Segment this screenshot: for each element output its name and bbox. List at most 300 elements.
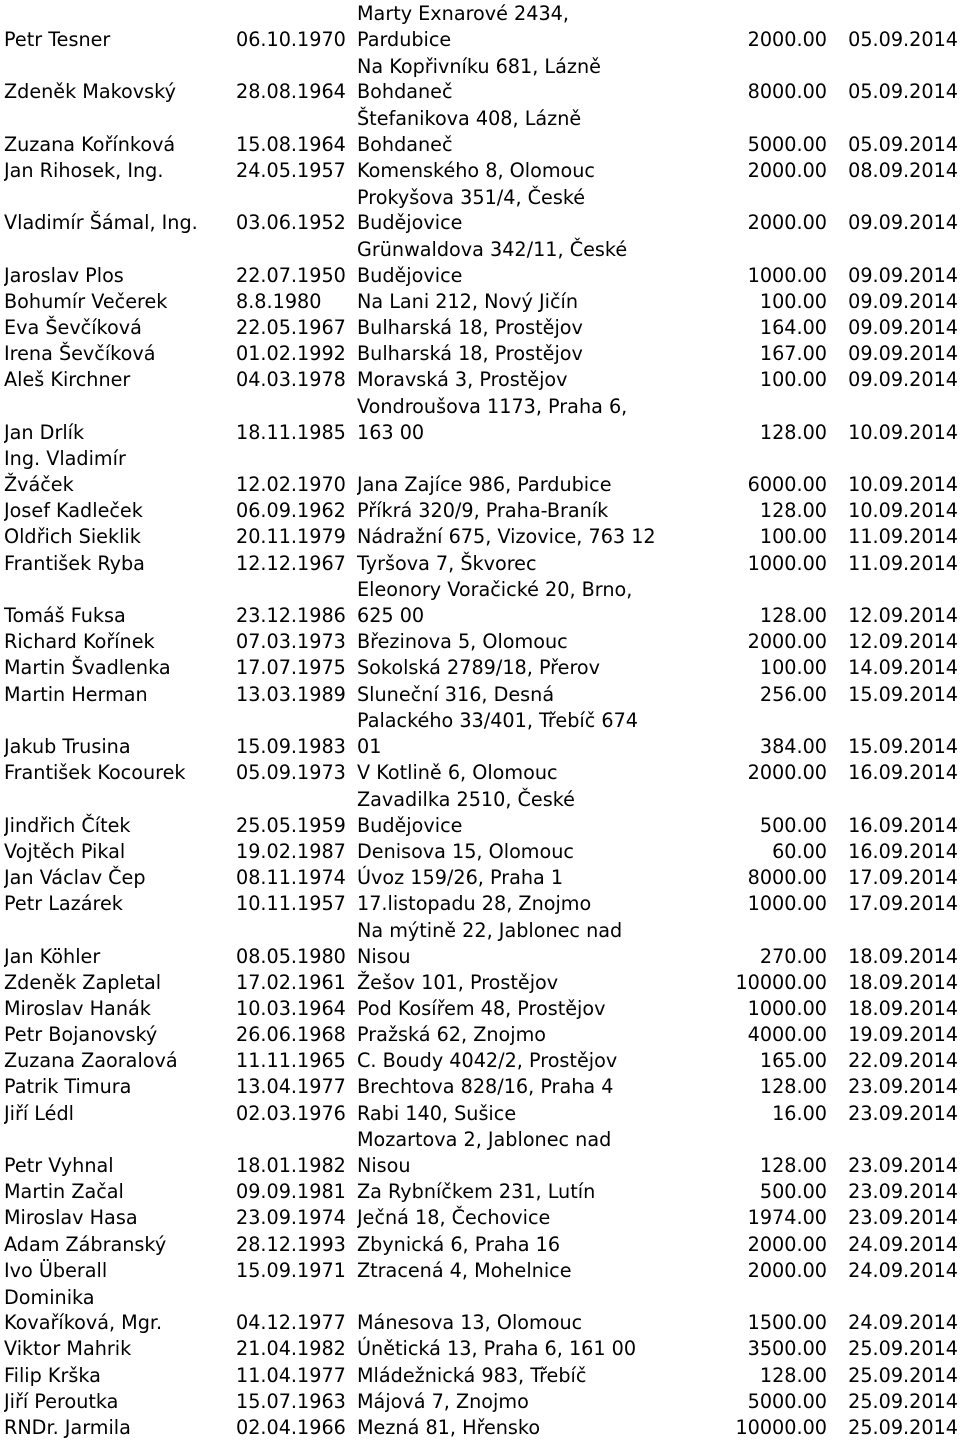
address xyxy=(357,1257,695,1283)
table-row xyxy=(4,1231,958,1257)
address xyxy=(357,681,695,707)
person-name-line: Jan Rihosek, Ing. xyxy=(4,158,164,182)
payment-date: 09.09.2014 xyxy=(848,315,958,339)
payment-date: 22.09.2014 xyxy=(848,1049,958,1073)
amount: 128.00 xyxy=(759,1154,827,1178)
amount: 1500.00 xyxy=(747,1311,827,1335)
payment-date: 17.09.2014 xyxy=(848,892,958,916)
amount: 128.00 xyxy=(759,420,827,444)
address-line: Komenského 8, Olomouc xyxy=(357,158,595,182)
person-name xyxy=(4,629,236,655)
person-name xyxy=(4,314,236,340)
birth-date: 03.06.1952 xyxy=(236,211,346,235)
person-name-line: Miroslav Hanák xyxy=(4,996,151,1020)
person-name xyxy=(4,1283,236,1335)
table-row xyxy=(4,707,958,759)
birth-date: 22.07.1950 xyxy=(236,263,346,287)
address xyxy=(357,969,695,995)
birth-date: 02.03.1976 xyxy=(236,1101,346,1125)
person-name-line: Richard Kořínek xyxy=(4,630,155,654)
person-name xyxy=(4,236,236,288)
address-line: Mozartova 2, Jablonec nad xyxy=(357,1128,612,1152)
person-name xyxy=(4,707,236,759)
person-name xyxy=(4,1179,236,1205)
amount: 500.00 xyxy=(759,1180,827,1204)
amount: 2000.00 xyxy=(747,1232,827,1256)
address xyxy=(357,1074,695,1100)
person-name-line: Kovaříková, Mgr. xyxy=(4,1311,163,1335)
birth-date: 19.02.1987 xyxy=(236,839,346,863)
person-name xyxy=(4,341,236,367)
payment-date: 24.09.2014 xyxy=(848,1232,958,1256)
address-line: 01 xyxy=(357,734,382,758)
address xyxy=(357,1362,695,1388)
person-name xyxy=(4,1257,236,1283)
person-name-line: Petr Lazárek xyxy=(4,892,123,916)
birth-date: 22.05.1967 xyxy=(236,315,346,339)
address-line: Bohdaneč xyxy=(357,80,453,104)
address xyxy=(357,864,695,890)
table-row xyxy=(4,838,958,864)
amount: 2000.00 xyxy=(747,158,827,182)
person-name-line: Aleš Kirchner xyxy=(4,368,131,392)
amount: 2000.00 xyxy=(747,27,827,51)
table-row xyxy=(4,550,958,576)
address xyxy=(357,1126,695,1178)
amount: 128.00 xyxy=(759,1075,827,1099)
amount: 2000.00 xyxy=(747,211,827,235)
person-name xyxy=(4,655,236,681)
person-name-line: Jindřich Čítek xyxy=(4,813,131,837)
person-name-line: Eva Ševčíková xyxy=(4,315,142,339)
amount: 100.00 xyxy=(759,289,827,313)
amount: 5000.00 xyxy=(747,1389,827,1413)
payment-date: 15.09.2014 xyxy=(848,734,958,758)
donor-table xyxy=(4,0,958,1441)
table-row xyxy=(4,183,958,235)
address xyxy=(357,1205,695,1231)
address-line: Žešov 101, Prostějov xyxy=(357,970,559,994)
address xyxy=(357,341,695,367)
address-line: C. Boudy 4042/2, Prostějov xyxy=(357,1049,618,1073)
payment-date: 25.09.2014 xyxy=(848,1363,958,1387)
address xyxy=(357,576,695,628)
table-row xyxy=(4,52,958,104)
amount: 1000.00 xyxy=(747,263,827,287)
address xyxy=(357,1048,695,1074)
address xyxy=(357,760,695,786)
person-name xyxy=(4,786,236,838)
address-line: Mánesova 13, Olomouc xyxy=(357,1311,583,1335)
person-name-line: Bohumír Večerek xyxy=(4,289,168,313)
address xyxy=(357,629,695,655)
birth-date: 11.04.1977 xyxy=(236,1363,346,1387)
table-row xyxy=(4,655,958,681)
birth-date: 8.8.1980 xyxy=(236,289,322,313)
address-line: Ječná 18, Čechovice xyxy=(357,1206,551,1230)
address-line: Mládežnická 983, Třebíč xyxy=(357,1363,587,1387)
person-name xyxy=(4,1205,236,1231)
person-name xyxy=(4,891,236,917)
payment-date: 10.09.2014 xyxy=(848,473,958,497)
table-row xyxy=(4,1074,958,1100)
address-line: Zbynická 6, Praha 16 xyxy=(357,1232,561,1256)
amount: 500.00 xyxy=(759,813,827,837)
birth-date: 17.07.1975 xyxy=(236,656,346,680)
person-name-line: Patrik Timura xyxy=(4,1075,132,1099)
table-row xyxy=(4,786,958,838)
person-name-line: Oldřich Sieklik xyxy=(4,525,141,549)
address-line: Ztracená 4, Mohelnice xyxy=(357,1258,572,1282)
amount: 2000.00 xyxy=(747,630,827,654)
address-line: Májová 7, Znojmo xyxy=(357,1389,529,1413)
payment-date: 15.09.2014 xyxy=(848,682,958,706)
table-row xyxy=(4,393,958,445)
person-name-line: Zuzana Kořínková xyxy=(4,132,176,156)
birth-date: 13.04.1977 xyxy=(236,1075,346,1099)
person-name xyxy=(4,550,236,576)
person-name xyxy=(4,524,236,550)
birth-date: 13.03.1989 xyxy=(236,682,346,706)
person-name-line: Miroslav Hasa xyxy=(4,1206,138,1230)
amount: 8000.00 xyxy=(747,865,827,889)
person-name xyxy=(4,917,236,969)
birth-date: 04.12.1977 xyxy=(236,1311,346,1335)
person-name xyxy=(4,52,236,104)
person-name-line: Filip Krška xyxy=(4,1363,101,1387)
amount: 384.00 xyxy=(759,734,827,758)
payment-date: 25.09.2014 xyxy=(848,1389,958,1413)
person-name xyxy=(4,681,236,707)
amount: 1000.00 xyxy=(747,551,827,575)
person-name xyxy=(4,969,236,995)
person-name-line: Jan Köhler xyxy=(4,944,101,968)
amount: 2000.00 xyxy=(747,761,827,785)
birth-date: 23.09.1974 xyxy=(236,1206,346,1230)
payment-date: 11.09.2014 xyxy=(848,551,958,575)
table-row xyxy=(4,1048,958,1074)
birth-date: 25.05.1959 xyxy=(236,813,346,837)
table-row xyxy=(4,681,958,707)
address-line: Březinova 5, Olomouc xyxy=(357,630,568,654)
birth-date: 01.02.1992 xyxy=(236,342,346,366)
amount: 128.00 xyxy=(759,499,827,523)
address-line: Úvoz 159/26, Praha 1 xyxy=(357,865,564,889)
birth-date: 10.11.1957 xyxy=(236,892,346,916)
person-name-line: František Ryba xyxy=(4,551,145,575)
table-row xyxy=(4,1100,958,1126)
payment-date: 11.09.2014 xyxy=(848,525,958,549)
payment-date: 23.09.2014 xyxy=(848,1180,958,1204)
amount: 1974.00 xyxy=(747,1206,827,1230)
table-row xyxy=(4,367,958,393)
table-row xyxy=(4,445,958,497)
birth-date: 07.03.1973 xyxy=(236,630,346,654)
amount: 256.00 xyxy=(759,682,827,706)
address-line: Moravská 3, Prostějov xyxy=(357,368,568,392)
person-name-line: Dominika xyxy=(4,1285,95,1309)
address-line: 163 00 xyxy=(357,420,425,444)
address xyxy=(357,498,695,524)
address-line: Bulharská 18, Prostějov xyxy=(357,342,583,366)
address-line: Vondroušova 1173, Praha 6, xyxy=(357,395,628,419)
birth-date: 04.03.1978 xyxy=(236,368,346,392)
address xyxy=(357,236,695,288)
person-name xyxy=(4,393,236,445)
address-line: Budějovice xyxy=(357,263,463,287)
table-row xyxy=(4,0,958,52)
amount: 128.00 xyxy=(759,1363,827,1387)
address xyxy=(357,367,695,393)
amount: 16.00 xyxy=(772,1101,827,1125)
table-row xyxy=(4,969,958,995)
address xyxy=(357,1231,695,1257)
person-name xyxy=(4,105,236,157)
payment-date: 14.09.2014 xyxy=(848,656,958,680)
address xyxy=(357,838,695,864)
amount: 1000.00 xyxy=(747,892,827,916)
amount: 1000.00 xyxy=(747,996,827,1020)
birth-date: 10.03.1964 xyxy=(236,996,346,1020)
person-name xyxy=(4,1414,236,1440)
amount: 3500.00 xyxy=(747,1337,827,1361)
address-line: Sluneční 316, Desná xyxy=(357,682,555,706)
table-row xyxy=(4,1388,958,1414)
address-line: Pod Kosířem 48, Prostějov xyxy=(357,996,606,1020)
amount: 100.00 xyxy=(759,656,827,680)
address xyxy=(357,1179,695,1205)
address-line: Palackého 33/401, Třebíč 674 xyxy=(357,709,638,733)
amount: 100.00 xyxy=(759,368,827,392)
payment-date: 09.09.2014 xyxy=(848,263,958,287)
amount: 100.00 xyxy=(759,525,827,549)
person-name-line: Jan Václav Čep xyxy=(4,865,146,889)
address xyxy=(357,550,695,576)
person-name xyxy=(4,1336,236,1362)
donor-table-body xyxy=(4,0,958,1441)
table-row xyxy=(4,314,958,340)
address-line: Marty Exnarové 2434, xyxy=(357,2,569,26)
birth-date: 05.09.1973 xyxy=(236,761,346,785)
table-row xyxy=(4,917,958,969)
address xyxy=(357,707,695,759)
address xyxy=(357,917,695,969)
payment-date: 24.09.2014 xyxy=(848,1311,958,1335)
payment-date: 09.09.2014 xyxy=(848,211,958,235)
address-line: Pražská 62, Znojmo xyxy=(357,1023,546,1047)
table-row xyxy=(4,760,958,786)
amount: 6000.00 xyxy=(747,473,827,497)
address-line: Tyršova 7, Škvorec xyxy=(357,551,537,575)
person-name-line: Zdeněk Zapletal xyxy=(4,970,162,994)
person-name xyxy=(4,760,236,786)
amount: 164.00 xyxy=(759,315,827,339)
amount: 5000.00 xyxy=(747,132,827,156)
person-name-line: Viktor Mahrik xyxy=(4,1337,132,1361)
amount: 167.00 xyxy=(759,342,827,366)
birth-date: 12.02.1970 xyxy=(236,473,346,497)
person-name xyxy=(4,576,236,628)
person-name xyxy=(4,1048,236,1074)
payment-date: 12.09.2014 xyxy=(848,604,958,628)
payment-date: 16.09.2014 xyxy=(848,761,958,785)
payment-date: 19.09.2014 xyxy=(848,1023,958,1047)
address-line: Budějovice xyxy=(357,211,463,235)
birth-date: 11.11.1965 xyxy=(236,1049,346,1073)
person-name-line: Jiří Lédl xyxy=(4,1101,74,1125)
address xyxy=(357,1388,695,1414)
address-line: Rabi 140, Sušice xyxy=(357,1101,517,1125)
payment-date: 12.09.2014 xyxy=(848,630,958,654)
address-line: Na Lani 212, Nový Jičín xyxy=(357,289,579,313)
address-line: Jana Zajíce 986, Pardubice xyxy=(357,473,612,497)
address xyxy=(357,1336,695,1362)
address-line: Budějovice xyxy=(357,813,463,837)
address-line: Grünwaldova 342/11, České xyxy=(357,237,628,261)
payment-date: 17.09.2014 xyxy=(848,865,958,889)
payment-date: 05.09.2014 xyxy=(848,132,958,156)
person-name xyxy=(4,445,236,497)
table-row xyxy=(4,1362,958,1388)
table-row xyxy=(4,236,958,288)
table-row xyxy=(4,498,958,524)
address-line: Pardubice xyxy=(357,27,452,51)
address-line: Štefanikova 408, Lázně xyxy=(357,106,582,130)
birth-date: 24.05.1957 xyxy=(236,158,346,182)
person-name-line: Petr Bojanovský xyxy=(4,1023,158,1047)
payment-date: 18.09.2014 xyxy=(848,944,958,968)
address xyxy=(357,183,695,235)
table-row xyxy=(4,1283,958,1335)
table-row xyxy=(4,629,958,655)
payment-date: 09.09.2014 xyxy=(848,368,958,392)
payment-date: 10.09.2014 xyxy=(848,420,958,444)
table-row xyxy=(4,341,958,367)
payment-date: 18.09.2014 xyxy=(848,970,958,994)
table-row xyxy=(4,1021,958,1047)
address-line: Mezná 81, Hřensko xyxy=(357,1415,541,1439)
birth-date: 17.02.1961 xyxy=(236,970,346,994)
person-name xyxy=(4,838,236,864)
person-name xyxy=(4,1021,236,1047)
birth-date: 06.09.1962 xyxy=(236,499,346,523)
address-line: V Kotlině 6, Olomouc xyxy=(357,761,558,785)
address-line: Příkrá 320/9, Praha-Braník xyxy=(357,499,609,523)
person-name-line: Jan Drlík xyxy=(4,420,85,444)
person-name-line: Martin Švadlenka xyxy=(4,656,171,680)
person-name xyxy=(4,1388,236,1414)
person-name-line: Martin Herman xyxy=(4,682,148,706)
amount: 60.00 xyxy=(772,839,827,863)
person-name xyxy=(4,367,236,393)
person-name-line: Zuzana Zaoralová xyxy=(4,1049,178,1073)
person-name xyxy=(4,498,236,524)
address-line: Nisou xyxy=(357,944,411,968)
birth-date: 08.11.1974 xyxy=(236,865,346,889)
address-line: Brechtova 828/16, Praha 4 xyxy=(357,1075,614,1099)
person-name-line: Irena Ševčíková xyxy=(4,342,156,366)
payment-date: 25.09.2014 xyxy=(848,1415,958,1439)
address xyxy=(357,52,695,104)
person-name xyxy=(4,1126,236,1178)
address xyxy=(357,288,695,314)
payment-date: 18.09.2014 xyxy=(848,996,958,1020)
person-name-line: Ing. Vladimír xyxy=(4,447,126,471)
payment-date: 23.09.2014 xyxy=(848,1206,958,1230)
address-line: Denisova 15, Olomouc xyxy=(357,839,574,863)
amount: 4000.00 xyxy=(747,1023,827,1047)
table-row xyxy=(4,157,958,183)
person-name-line: Žváček xyxy=(4,473,74,497)
address-line: 625 00 xyxy=(357,604,425,628)
address-line: Nádražní 675, Vizovice, 763 12 xyxy=(357,525,656,549)
amount: 165.00 xyxy=(759,1049,827,1073)
address xyxy=(357,445,695,497)
birth-date: 02.04.1966 xyxy=(236,1415,346,1439)
person-name-line: Zdeněk Makovský xyxy=(4,80,176,104)
person-name xyxy=(4,157,236,183)
birth-date: 23.12.1986 xyxy=(236,604,346,628)
person-name-line: Tomáš Fuksa xyxy=(4,604,126,628)
table-row xyxy=(4,995,958,1021)
person-name xyxy=(4,864,236,890)
person-name-line: Josef Kadleček xyxy=(4,499,143,523)
address-line: Za Rybníčkem 231, Lutín xyxy=(357,1180,596,1204)
payment-date: 09.09.2014 xyxy=(848,342,958,366)
payment-date: 05.09.2014 xyxy=(848,80,958,104)
table-row xyxy=(4,1179,958,1205)
address-line: Nisou xyxy=(357,1154,411,1178)
table-row xyxy=(4,576,958,628)
table-row xyxy=(4,1414,958,1440)
person-name-line: Jakub Trusina xyxy=(4,734,131,758)
person-name xyxy=(4,1231,236,1257)
person-name-line: RNDr. Jarmila xyxy=(4,1415,131,1439)
birth-date: 26.06.1968 xyxy=(236,1023,346,1047)
address xyxy=(357,314,695,340)
person-name xyxy=(4,183,236,235)
address-line: Na Kopřivníku 681, Lázně xyxy=(357,54,601,78)
address xyxy=(357,1283,695,1335)
payment-date: 23.09.2014 xyxy=(848,1101,958,1125)
table-row xyxy=(4,1126,958,1178)
address xyxy=(357,393,695,445)
table-row xyxy=(4,891,958,917)
address xyxy=(357,0,695,52)
person-name-line: Petr Tesner xyxy=(4,27,111,51)
payment-date: 08.09.2014 xyxy=(848,158,958,182)
address xyxy=(357,786,695,838)
address xyxy=(357,655,695,681)
birth-date: 18.11.1985 xyxy=(236,420,346,444)
birth-date: 21.04.1982 xyxy=(236,1337,346,1361)
payment-date: 10.09.2014 xyxy=(848,499,958,523)
person-name xyxy=(4,995,236,1021)
address xyxy=(357,524,695,550)
address-line: 17.listopadu 28, Znojmo xyxy=(357,892,592,916)
address xyxy=(357,1100,695,1126)
amount: 8000.00 xyxy=(747,80,827,104)
person-name xyxy=(4,1362,236,1388)
person-name-line: František Kocourek xyxy=(4,761,186,785)
table-row xyxy=(4,288,958,314)
address-line: Prokyšova 351/4, České xyxy=(357,185,586,209)
payment-date: 05.09.2014 xyxy=(848,27,958,51)
address-line: Sokolská 2789/18, Přerov xyxy=(357,656,601,680)
birth-date: 20.11.1979 xyxy=(236,525,346,549)
person-name-line: Ivo Überall xyxy=(4,1258,108,1282)
table-row xyxy=(4,524,958,550)
